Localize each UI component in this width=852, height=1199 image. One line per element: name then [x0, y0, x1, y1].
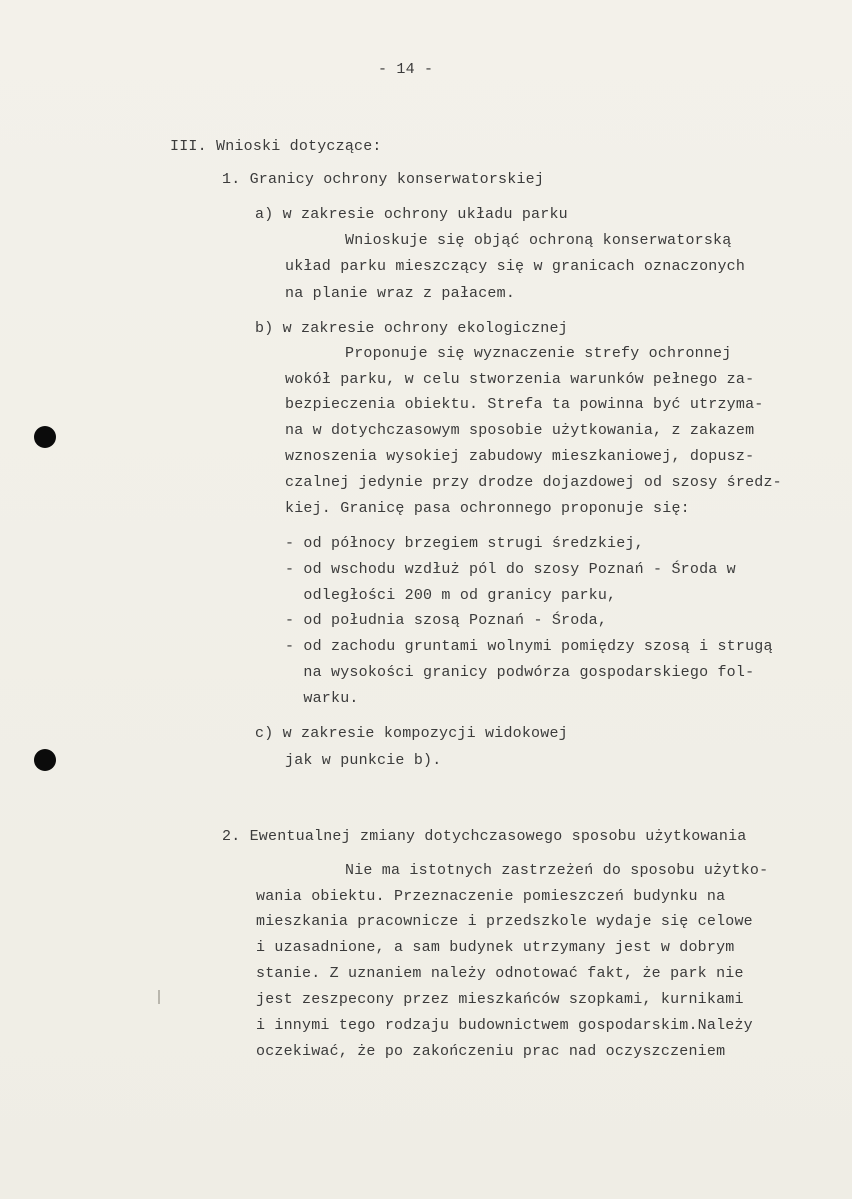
item2-line: i uzasadnione, a sam budynek utrzymany jest w dobrym — [256, 939, 735, 956]
section-heading: III. Wnioski dotyczące: — [170, 138, 382, 155]
item1a-line: układ parku mieszczący się w granicach oznaczonych — [285, 258, 746, 275]
item1b-line: na w dotychczasowym sposobie użytkowania, z zakazem — [285, 422, 755, 439]
item1a-line: Wnioskuje się objąć ochroną konserwatorską — [345, 232, 732, 249]
item1c-line: jak w punkcie b). — [285, 752, 442, 769]
item1b-line: Proponuje się wyznaczenie strefy ochronnej — [345, 345, 732, 362]
punch-hole — [34, 749, 56, 771]
boundary-bullet: - od południa szosą Poznań - Środa, — [285, 612, 608, 629]
margin-mark — [158, 990, 160, 1004]
boundary-bullet: warku. — [285, 690, 359, 707]
item1b-line: wokół parku, w celu stworzenia warunków pełnego za- — [285, 371, 755, 388]
page-number: - 14 - — [378, 61, 434, 78]
item1b-line: kiej. Granicę pasa ochronnego proponuje się: — [285, 500, 690, 517]
item2-line: jest zeszpecony przez mieszkańców szopkami, kurnikami — [256, 991, 744, 1008]
boundary-bullet: - od wschodu wzdłuż pól do szosy Poznań - Środa w — [285, 561, 736, 578]
item2-line: oczekiwać, że po zakończeniu prac nad oczyszczeniem — [256, 1043, 726, 1060]
item2-line: Nie ma istotnych zastrzeżeń do sposobu użytko- — [345, 862, 769, 879]
item2-heading: 2. Ewentualnej zmiany dotychczasowego sposobu użytkowania — [222, 828, 747, 845]
item1-heading: 1. Granicy ochrony konserwatorskiej — [222, 171, 545, 188]
boundary-bullet: - od zachodu gruntami wolnymi pomiędzy szosą i strugą — [285, 638, 773, 655]
item2-line: wania obiektu. Przeznaczenie pomieszczeń budynku na — [256, 888, 726, 905]
boundary-bullet: odległości 200 m od granicy parku, — [285, 587, 617, 604]
item1b-line: wznoszenia wysokiej zabudowy mieszkaniowej, dopusz- — [285, 448, 755, 465]
item1a-heading: a) w zakresie ochrony układu parku — [255, 206, 568, 223]
item1c-heading: c) w zakresie kompozycji widokowej — [255, 725, 568, 742]
boundary-bullet: - od północy brzegiem strugi średzkiej, — [285, 535, 644, 552]
item1a-line: na planie wraz z pałacem. — [285, 285, 516, 302]
item2-line: mieszkania pracownicze i przedszkole wydaje się celowe — [256, 913, 753, 930]
item1b-line: czalnej jedynie przy drodze dojazdowej od szosy średz- — [285, 474, 782, 491]
punch-hole — [34, 426, 56, 448]
item2-line: stanie. Z uznaniem należy odnotować fakt, że park nie — [256, 965, 744, 982]
item1b-line: bezpieczenia obiektu. Strefa ta powinna być utrzyma- — [285, 396, 764, 413]
item1b-heading: b) w zakresie ochrony ekologicznej — [255, 320, 568, 337]
boundary-bullet: na wysokości granicy podwórza gospodarskiego fol- — [285, 664, 755, 681]
item2-line: i innymi tego rodzaju budownictwem gospodarskim.Należy — [256, 1017, 753, 1034]
